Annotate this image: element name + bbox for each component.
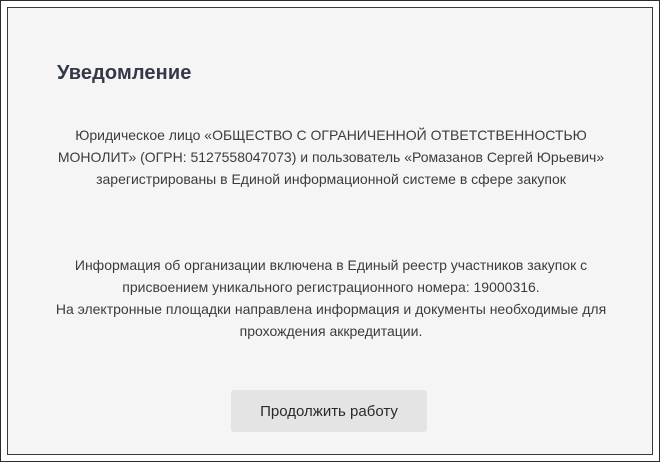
- platforms-message: На электронные площадки направлена информация и документы необходимые для прохождения аккредитации.: [55, 301, 607, 339]
- notification-dialog: [7, 7, 653, 455]
- continue-button[interactable]: Продолжить работу: [231, 390, 427, 432]
- registration-message: Юридическое лицо «ОБЩЕСТВО С ОГРАНИЧЕННОЙ ОТВЕТСТВЕННОСТЬЮ МОНОЛИТ» (ОГРН: 5127558047073) и пользователь «Ромазанов Сергей Юрьевич» зарегистрированы в Единой информационной системе в сфере закупок: [57, 127, 605, 187]
- registry-message: Информация об организации включена в Единый реестр участников закупок с присвоением уникального регистрационного номера: 19000316.: [74, 257, 588, 295]
- dialog-title: Уведомление: [57, 62, 192, 84]
- registry-info: [48, 254, 614, 342]
